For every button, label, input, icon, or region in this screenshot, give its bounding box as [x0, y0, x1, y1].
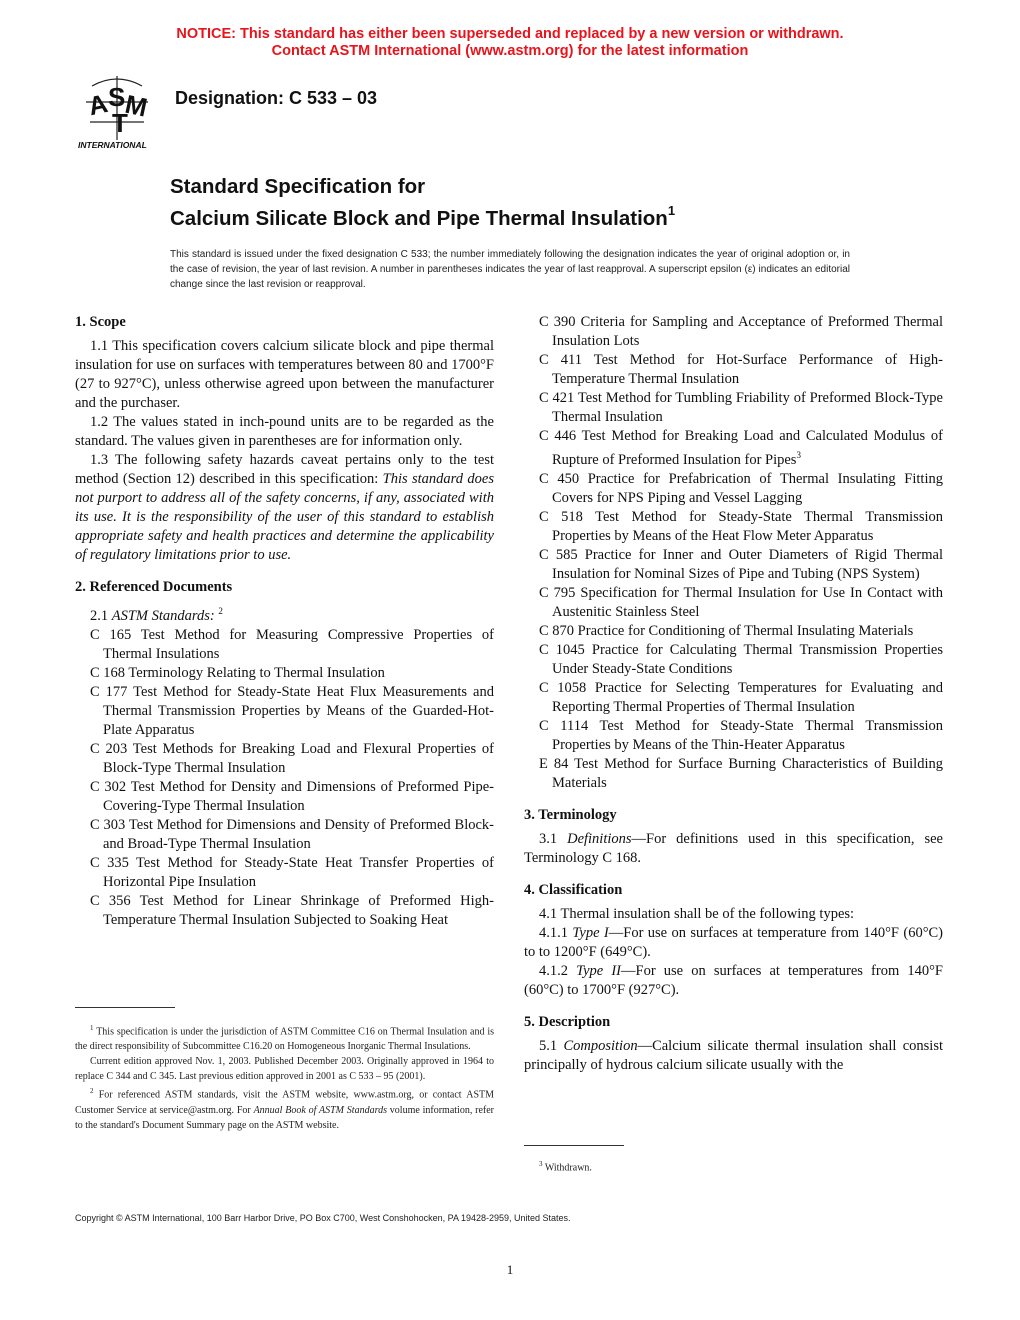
references-2-1: 2.1 ASTM Standards: $^2$ — [90, 606, 223, 624]
left-column — [75, 313, 494, 930]
footnote-3: $^3$ Withdrawn. — [539, 1160, 592, 1174]
reference-item: C 1045 Practice for Calculating Thermal Transmission Properties Under Steady-State Conditions — [539, 641, 943, 677]
reference-item: C 165 Test Method for Measuring Compressive Properties of Thermal Insulations — [90, 626, 494, 662]
reference-item: C 795 Specification for Thermal Insulation for Use In Contact with Austenitic Stainless Steel — [539, 584, 943, 620]
reference-item: C 421 Test Method for Tumbling Friability of Preformed Block-Type Thermal Insulation — [539, 390, 943, 425]
reference-item: C 446 Test Method for Breaking Load and Calculated Modulus of Rupture of Preformed Insulation for Pipes$^3$ — [539, 428, 943, 468]
reference-item: C 203 Test Methods for Breaking Load and Flexural Properties of Block-Type Thermal Insulation — [90, 740, 494, 776]
footnote-rule-right — [524, 1145, 624, 1146]
reference-item: C 302 Test Method for Density and Dimensions of Preformed Pipe-Covering-Type Thermal Insulation — [90, 778, 494, 814]
section-heading-scope: 1. Scope — [75, 314, 126, 330]
footnotes-left — [75, 1021, 494, 1133]
svg-text:A: A — [85, 88, 111, 122]
description-5-1: 5.1 Composition—Calcium silicate thermal insulation shall consist principally of hydrous calcium silicate usually with the — [524, 1037, 944, 1073]
copyright-line: Copyright © ASTM International, 100 Barr Harbor Drive, PO Box C700, West Conshohocken, PA 19428-2959, United States. — [75, 1213, 571, 1223]
reference-item: C 870 Practice for Conditioning of Thermal Insulating Materials — [539, 622, 914, 639]
footnote-rule-left — [75, 1007, 175, 1008]
svg-text:T: T — [112, 108, 128, 138]
reference-item: C 1058 Practice for Selecting Temperatures for Evaluating and Reporting Thermal Properties of Thermal Insulation — [539, 679, 943, 715]
svg-text:INTERNATIONAL: INTERNATIONAL — [78, 140, 147, 150]
scope-1-3: 1.3 The following safety hazards caveat pertains only to the test method (Section 12) described in this specification: This standard does not purport to address all of the safety concerns, if any, associated with its use. It is the responsibility of the user of this standard to establish appropriate safety and health practices and determine the applicability of regulatory limitations prior to use. — [75, 452, 494, 563]
classification-4-1: 4.1 Thermal insulation shall be of the following types: — [539, 905, 855, 922]
designation: Designation: C 533 – 03 — [175, 88, 378, 108]
section-heading-description: 5. Description — [524, 1013, 611, 1030]
classification-type-2: 4.1.2 Type II—For use on surfaces at temperatures from 140°F (60°C) to 1700°F (927°C). — [524, 962, 943, 998]
reference-item: C 411 Test Method for Hot-Surface Performance of High-Temperature Thermal Insulation — [539, 352, 943, 387]
issuance-statement: This standard is issued under the fixed designation C 533; the number immediately following the designation indicates the year of original adoption or, in the case of revision, the year of last revision. A number in parentheses indicates the year of last reapproval. A superscript epsilon (ε) indicates an editorial change since the last revision or reapproval. — [170, 249, 850, 290]
reference-item: C 1114 Test Method for Steady-State Thermal Transmission Properties by Means of the Thin-Heater Apparatus — [539, 717, 943, 753]
footnote-1: $^1$ This specification is under the jurisdiction of ASTM Committee C16 on Thermal Insulation and is the direct responsibility of Subcommittee C16.20 on Homogeneous Inorganic Thermal Insulations. — [75, 1024, 494, 1053]
reference-item: E 84 Test Method for Surface Burning Characteristics of Building Materials — [539, 755, 943, 791]
supersession-notice — [0, 26, 1020, 60]
classification-type-1: 4.1.1 Type I—For use on surfaces at temperature from 140°F (60°C) to to 1200°F (649°C). — [524, 924, 943, 960]
reference-item: C 356 Test Method for Linear Shrinkage of Preformed High-Temperature Thermal Insulation Subjected to Soaking Heat — [90, 892, 494, 928]
reference-item: C 518 Test Method for Steady-State Thermal Transmission Properties by Means of the Heat Flow Meter Apparatus — [539, 508, 943, 544]
footnote-2: $^2$ For referenced ASTM standards, visit the ASTM website, www.astm.org, or contact ASTM Customer Service at service@astm.org. For Annual Book of ASTM Standards volume information, refer to the standard's Document Summary page on the ASTM website. — [75, 1087, 495, 1131]
document-title — [170, 174, 675, 232]
reference-item: C 177 Test Method for Steady-State Heat Flux Measurements and Thermal Transmission Properties by Means of the Guarded-Hot-Plate Apparatus — [90, 683, 494, 738]
title-line-2: Calcium Silicate Block and Pipe Thermal Insulation$^1$ — [170, 203, 676, 230]
section-heading-classification: 4. Classification — [524, 881, 623, 898]
reference-item: C 168 Terminology Relating to Thermal Insulation — [90, 664, 385, 681]
reference-item: C 585 Practice for Inner and Outer Diameters of Rigid Thermal Insulation for Nominal Sizes of Pipe and Tubing (NPS System) — [539, 546, 943, 582]
reference-item: C 390 Criteria for Sampling and Acceptance of Preformed Thermal Insulation Lots — [539, 314, 943, 349]
footnote-1-edition: Current edition approved Nov. 1, 2003. Published December 2003. Originally approved in 1964 to replace C 344 and C 345. Last previous edition approved in 2001 as C 533 – 95 (2001). — [75, 1056, 494, 1083]
section-heading-terminology: 3. Terminology — [524, 806, 617, 823]
svg-text:M: M — [122, 88, 150, 123]
notice-line-2: Contact ASTM International (www.astm.org) for the latest information — [271, 43, 749, 59]
svg-text:S: S — [108, 82, 126, 112]
right-column — [524, 313, 943, 1075]
section-heading-references: 2. Referenced Documents — [75, 579, 233, 595]
reference-item: C 303 Test Method for Dimensions and Density of Preformed Block- and Broad-Type Thermal Insulation — [90, 816, 494, 852]
scope-1-1: 1.1 This specification covers calcium silicate block and pipe thermal insulation for use on surfaces with temperatures between 80 and 1700°F (27 to 927°C), unless otherwise agreed upon between the manufacturer and the purchaser. — [75, 338, 494, 411]
terminology-3-1: 3.1 Definitions—For definitions used in this specification, see Terminology C 168. — [524, 830, 943, 866]
title-line-1: Standard Specification for — [170, 175, 426, 198]
scope-1-2: 1.2 The values stated in inch-pound units are to be regarded as the standard. The values given in parentheses are for information only. — [75, 414, 494, 449]
page-number: 1 — [506, 1262, 514, 1277]
astm-logo — [72, 72, 162, 152]
title-footnote-mark: 1 — [667, 203, 676, 218]
reference-item: C 450 Practice for Prefabrication of Thermal Insulating Fitting Covers for NPS Piping and Vessel Lagging — [539, 470, 943, 506]
notice-line-1: NOTICE: This standard has either been superseded and replaced by a new version or withdrawn. — [176, 26, 844, 42]
reference-item: C 335 Test Method for Steady-State Heat Transfer Properties of Horizontal Pipe Insulation — [90, 854, 494, 890]
